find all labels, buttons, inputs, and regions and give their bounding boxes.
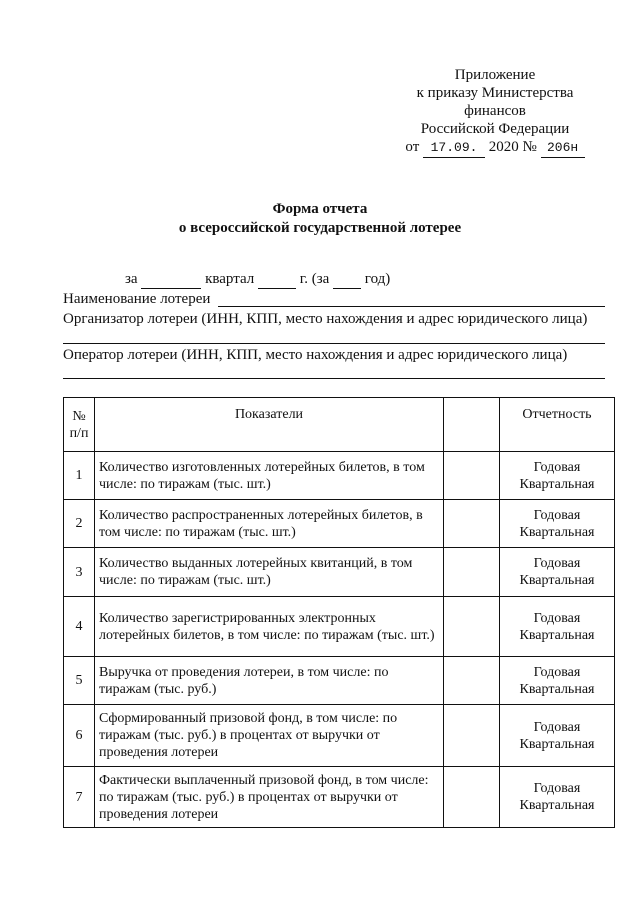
row-indicator: Количество зарегистрированных электронных лотерейных билетов, в том числе: по тиражам (тыс. шт.) [95,597,444,657]
period-quarter: квартал [205,271,255,287]
appendix-line-4: Российской Федерации [420,121,570,137]
reporting-annual: Годовая [533,610,581,626]
row-empty-cell [444,452,500,500]
reporting-quarterly: Квартальная [519,573,595,588]
lottery-name-label: Наименование лотереи [63,291,211,307]
row-reporting [500,597,615,657]
row-reporting [500,548,615,597]
period-za: за [125,271,138,287]
year-range-blank [333,270,361,289]
row-number: 4 [64,597,95,657]
reporting-quarterly: Квартальная [519,627,595,643]
row-reporting [500,500,615,548]
row-empty-cell [444,767,500,828]
reporting-quarterly: Квартальная [519,476,595,492]
row-indicator: Сформированный призовой фонд, в том числе: по тиражам (тыс. руб.) в процентах от выручки от проведения лотереи [95,705,444,767]
date-prefix: от [405,139,420,155]
table-row [64,705,615,767]
reporting-quarterly: Квартальная [519,798,595,813]
table-row [64,548,615,597]
row-empty-cell [444,548,500,597]
table-row [64,500,615,548]
reporting-annual: Годовая [533,664,581,680]
reporting-annual: Годовая [533,459,581,475]
organizer-label: Организатор лотереи (ИНН, КПП, место нахождения и адрес юридического лица) [63,311,588,327]
row-number: 2 [64,500,95,548]
reporting-annual: Годовая [533,781,581,796]
row-number: 5 [64,657,95,705]
form-subtitle: о всероссийской государственной лотерее [178,220,462,236]
form-title: Форма отчета [272,201,368,217]
period-year: г. (за [299,271,330,287]
period-line [125,270,390,289]
header-reporting: Отчетность [500,398,615,452]
row-indicator: Выручка от проведения лотереи, в том числе: по тиражам (тыс. руб.) [95,657,444,705]
order-number: 206н [541,139,585,158]
row-reporting [500,767,615,828]
row-number: 3 [64,548,95,597]
organizer-line [63,343,605,344]
row-empty-cell [444,597,500,657]
table-header-row [64,398,615,452]
reporting-annual: Годовая [533,507,581,523]
reporting-annual: Годовая [533,556,581,571]
row-reporting [500,452,615,500]
row-empty-cell [444,500,500,548]
period-year-end: год) [364,271,391,287]
row-number: 6 [64,705,95,767]
appendix-line-2: к приказу Министерства [416,85,574,101]
row-reporting [500,657,615,705]
row-empty-cell [444,657,500,705]
row-number: 7 [64,767,95,828]
year-and-number-label: 2020 № [488,139,537,155]
table-row [64,657,615,705]
quarter-blank [141,270,201,289]
row-number: 1 [64,452,95,500]
header-empty [444,398,500,452]
table-row [64,452,615,500]
table-row [64,767,615,828]
report-table [63,397,615,828]
reporting-quarterly: Квартальная [519,736,595,752]
row-empty-cell [444,705,500,767]
lottery-name-line [218,306,605,307]
header-indicators: Показатели [95,398,444,452]
row-indicator: Количество изготовленных лотерейных билетов, в том числе: по тиражам (тыс. шт.) [95,452,444,500]
operator-label: Оператор лотереи (ИНН, КПП, место нахождения и адрес юридического лица) [63,347,568,363]
header-num: № п/п [64,398,95,452]
appendix-date-line [395,138,595,158]
appendix-block [395,66,595,158]
operator-line [63,378,605,379]
appendix-line-1: Приложение [454,67,536,83]
year-blank [258,270,296,289]
reporting-annual: Годовая [533,719,581,735]
table-row [64,597,615,657]
appendix-line-3: финансов [464,103,526,119]
row-indicator: Количество выданных лотерейных квитанций, в том числе: по тиражам (тыс. шт.) [95,548,444,597]
row-indicator: Количество распространенных лотерейных билетов, в том числе: по тиражам (тыс. шт.) [95,500,444,548]
row-reporting [500,705,615,767]
row-indicator: Фактически выплаченный призовой фонд, в том числе: по тиражам (тыс. руб.) в процентах от выручки от проведения лотереи [95,767,444,828]
order-date: 17.09. [423,139,485,158]
reporting-quarterly: Квартальная [519,681,595,697]
reporting-quarterly: Квартальная [519,524,595,540]
